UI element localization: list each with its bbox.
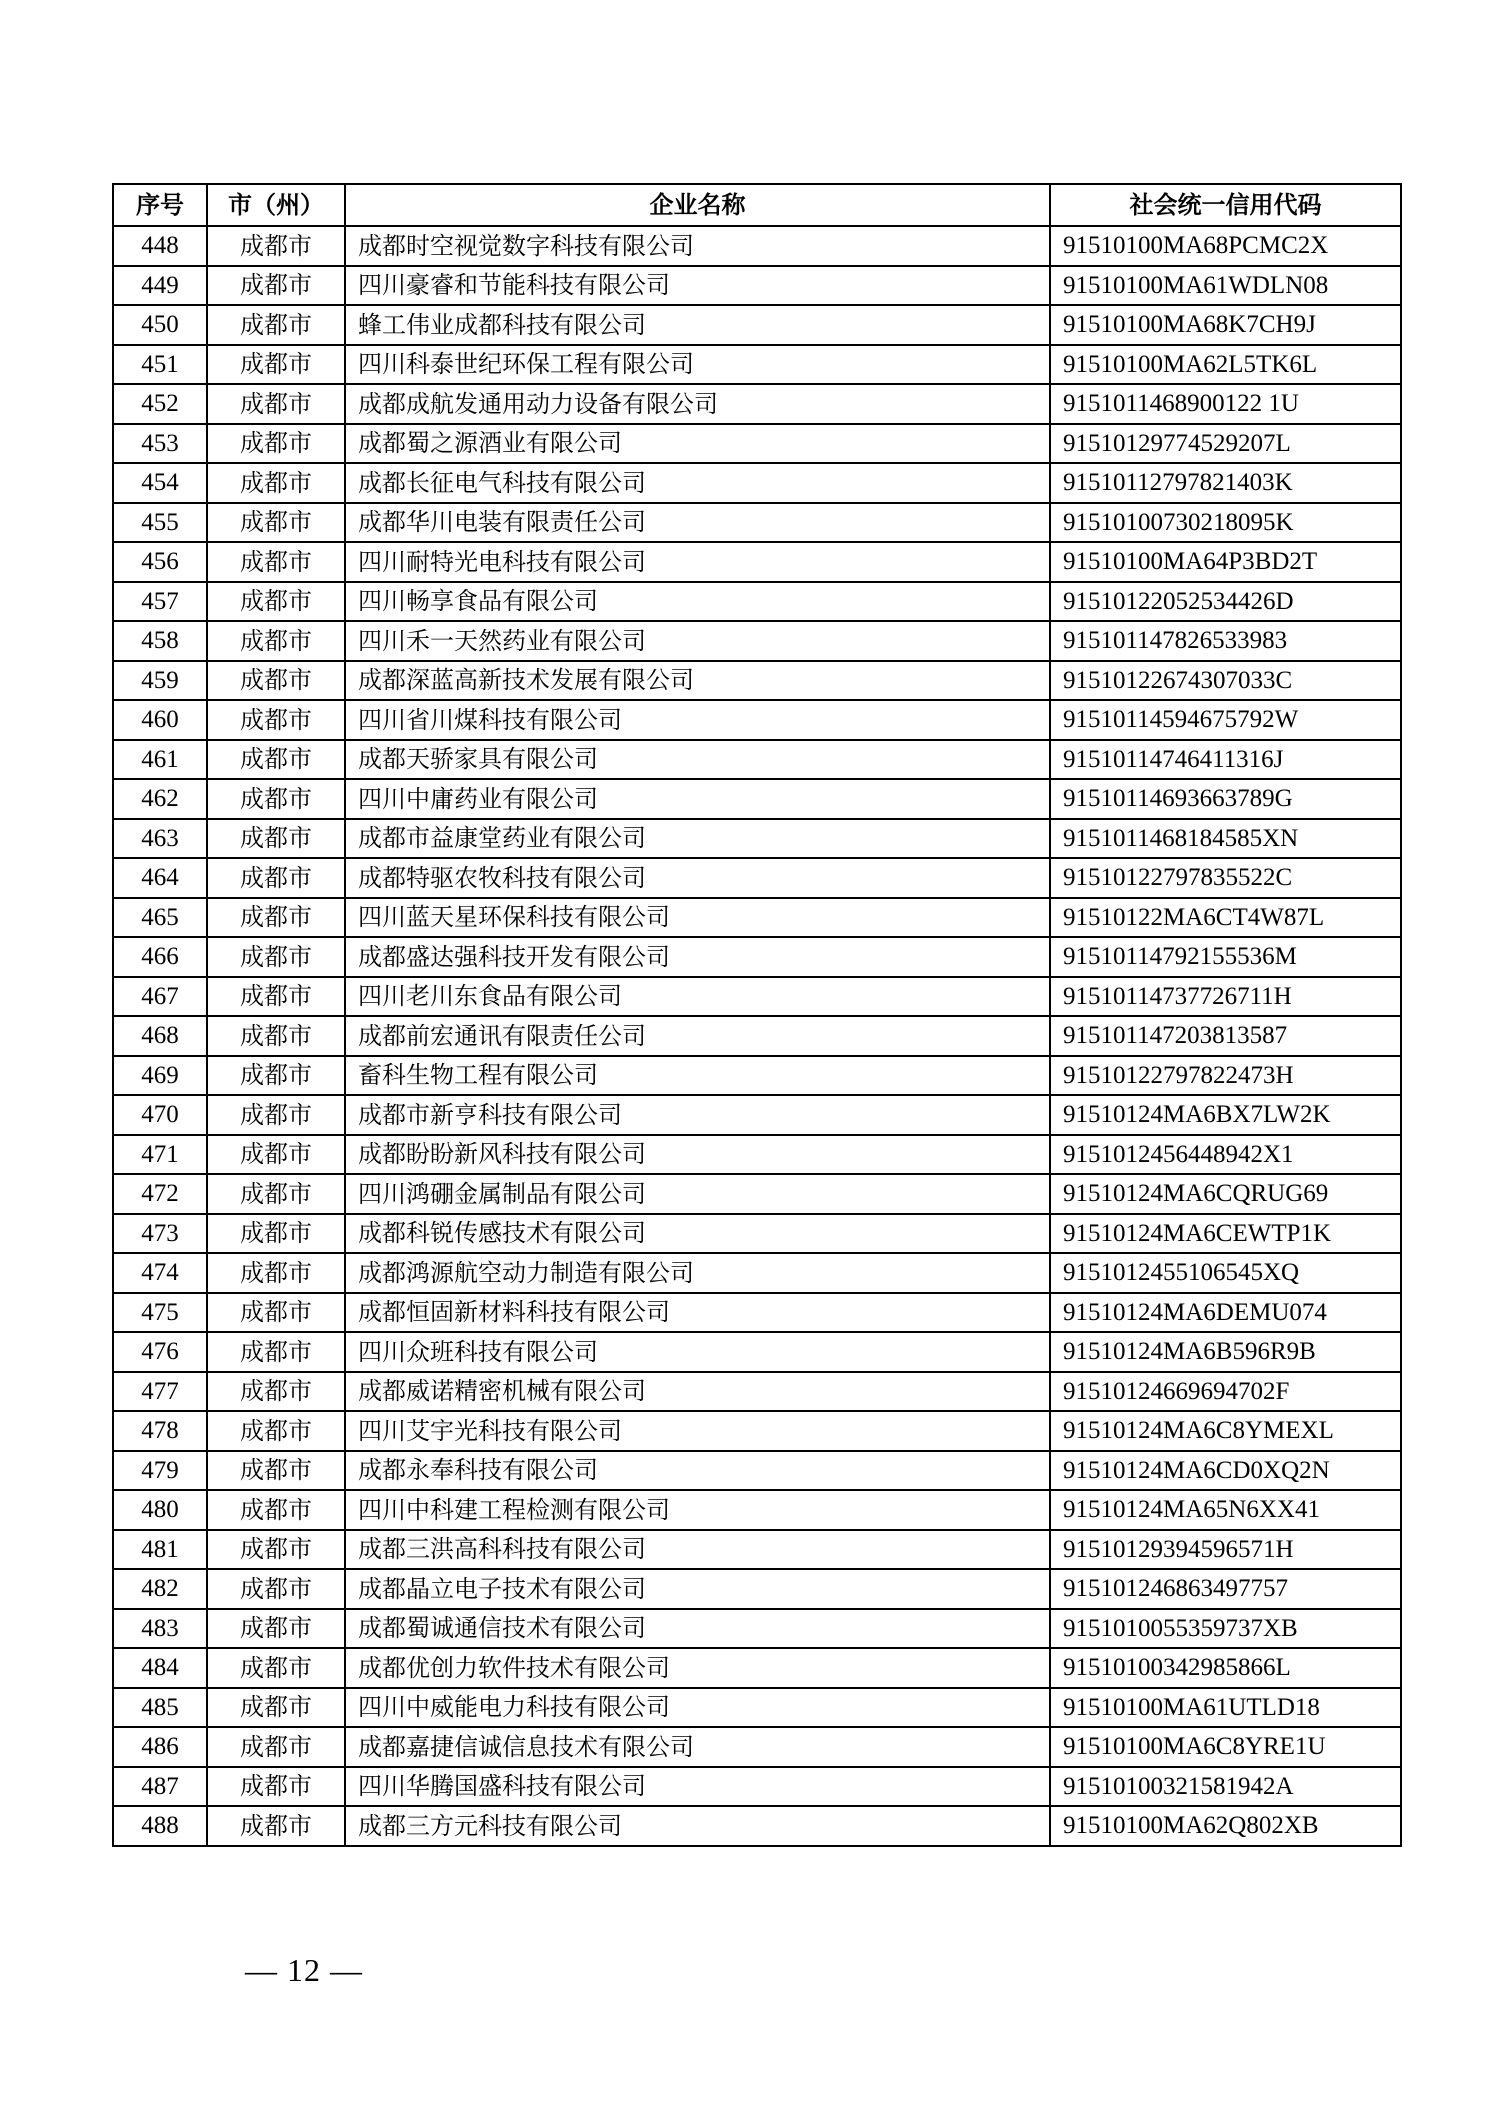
company-name-cell: 成都蜀诚通信技术有限公司: [345, 1609, 1050, 1649]
city-cell: 成都市: [207, 226, 345, 266]
company-name-cell: 四川科泰世纪环保工程有限公司: [345, 345, 1050, 385]
company-name-cell: 成都三方元科技有限公司: [345, 1806, 1050, 1846]
credit-code-cell: 91510122674307033C: [1050, 661, 1401, 701]
table-row: [113, 1411, 1401, 1451]
company-name-cell: 四川耐特光电科技有限公司: [345, 542, 1050, 582]
table-row: [113, 1095, 1401, 1135]
serial-no-cell: 484: [113, 1648, 207, 1688]
serial-no-cell: 486: [113, 1727, 207, 1767]
serial-no-cell: 449: [113, 266, 207, 306]
city-cell: 成都市: [207, 779, 345, 819]
serial-no-cell: 450: [113, 305, 207, 345]
serial-no-cell: 482: [113, 1569, 207, 1609]
company-name-cell: 四川中科建工程检测有限公司: [345, 1490, 1050, 1530]
city-cell: 成都市: [207, 1174, 345, 1214]
table-row: [113, 1293, 1401, 1333]
city-cell: 成都市: [207, 1688, 345, 1728]
credit-code-cell: 91510124MA6B596R9B: [1050, 1332, 1401, 1372]
city-cell: 成都市: [207, 305, 345, 345]
credit-code-cell: 91510100MA64P3BD2T: [1050, 542, 1401, 582]
credit-code-cell: 91510122797835522C: [1050, 858, 1401, 898]
company-name-cell: 四川中庸药业有限公司: [345, 779, 1050, 819]
serial-no-cell: 451: [113, 345, 207, 385]
serial-no-cell: 476: [113, 1332, 207, 1372]
company-name-cell: 成都深蓝高新技术发展有限公司: [345, 661, 1050, 701]
serial-no-cell: 467: [113, 977, 207, 1017]
credit-code-cell: 91510100342985866L: [1050, 1648, 1401, 1688]
company-name-cell: 四川中威能电力科技有限公司: [345, 1688, 1050, 1728]
company-name-cell: 成都威诺精密机械有限公司: [345, 1372, 1050, 1412]
company-name-cell: 蜂工伟业成都科技有限公司: [345, 305, 1050, 345]
city-cell: 成都市: [207, 1135, 345, 1175]
credit-code-cell: 9151011468900122 1U: [1050, 384, 1401, 424]
city-cell: 成都市: [207, 1411, 345, 1451]
company-name-cell: 成都成航发通用动力设备有限公司: [345, 384, 1050, 424]
city-cell: 成都市: [207, 700, 345, 740]
table-row: [113, 700, 1401, 740]
company-name-cell: 成都华川电装有限责任公司: [345, 503, 1050, 543]
table-row: [113, 1253, 1401, 1293]
serial-no-cell: 483: [113, 1609, 207, 1649]
credit-code-cell: 91510124669694702F: [1050, 1372, 1401, 1412]
credit-code-cell: 91510114737726711H: [1050, 977, 1401, 1017]
credit-code-cell: 91510124MA6C8YMEXL: [1050, 1411, 1401, 1451]
company-name-cell: 四川蓝天星环保科技有限公司: [345, 898, 1050, 938]
serial-no-cell: 465: [113, 898, 207, 938]
table-row: [113, 1372, 1401, 1412]
company-name-cell: 成都长征电气科技有限公司: [345, 463, 1050, 503]
company-name-cell: 成都天骄家具有限公司: [345, 740, 1050, 780]
credit-code-cell: 91510122797822473H: [1050, 1056, 1401, 1096]
city-cell: 成都市: [207, 1016, 345, 1056]
credit-code-cell: 91510100MA62Q802XB: [1050, 1806, 1401, 1846]
city-cell: 成都市: [207, 424, 345, 464]
table-row: [113, 384, 1401, 424]
credit-code-cell: 91510124MA6BX7LW2K: [1050, 1095, 1401, 1135]
company-name-cell: 成都优创力软件技术有限公司: [345, 1648, 1050, 1688]
city-cell: 成都市: [207, 1095, 345, 1135]
table-row: [113, 582, 1401, 622]
credit-code-cell: 91510114693663789G: [1050, 779, 1401, 819]
city-cell: 成都市: [207, 1530, 345, 1570]
credit-code-cell: 915101246863497757: [1050, 1569, 1401, 1609]
company-table: [112, 183, 1402, 1847]
serial-no-cell: 485: [113, 1688, 207, 1728]
table-row: [113, 345, 1401, 385]
credit-code-cell: 91510100MA62L5TK6L: [1050, 345, 1401, 385]
serial-no-cell: 457: [113, 582, 207, 622]
table-row: [113, 977, 1401, 1017]
table-row: [113, 1174, 1401, 1214]
city-cell: 成都市: [207, 1727, 345, 1767]
table-row: [113, 542, 1401, 582]
city-cell: 成都市: [207, 858, 345, 898]
serial-no-cell: 470: [113, 1095, 207, 1135]
table-row: [113, 621, 1401, 661]
serial-no-cell: 488: [113, 1806, 207, 1846]
credit-code-cell: 91510114746411316J: [1050, 740, 1401, 780]
city-cell: 成都市: [207, 898, 345, 938]
table-row: [113, 503, 1401, 543]
company-name-cell: 成都恒固新材料科技有限公司: [345, 1293, 1050, 1333]
company-name-cell: 四川众班科技有限公司: [345, 1332, 1050, 1372]
company-name-cell: 成都三洪高科科技有限公司: [345, 1530, 1050, 1570]
company-name-cell: 成都市新亨科技有限公司: [345, 1095, 1050, 1135]
city-cell: 成都市: [207, 1214, 345, 1254]
serial-no-cell: 474: [113, 1253, 207, 1293]
company-name-cell: 四川畅享食品有限公司: [345, 582, 1050, 622]
table-row: [113, 1135, 1401, 1175]
credit-code-cell: 91510124MA6DEMU074: [1050, 1293, 1401, 1333]
serial-no-cell: 477: [113, 1372, 207, 1412]
serial-no-cell: 456: [113, 542, 207, 582]
serial-no-cell: 462: [113, 779, 207, 819]
serial-no-cell: 448: [113, 226, 207, 266]
table-row: [113, 858, 1401, 898]
city-cell: 成都市: [207, 819, 345, 859]
serial-no-cell: 472: [113, 1174, 207, 1214]
serial-no-cell: 473: [113, 1214, 207, 1254]
city-cell: 成都市: [207, 345, 345, 385]
serial-no-cell: 458: [113, 621, 207, 661]
credit-code-cell: 91510112797821403K: [1050, 463, 1401, 503]
company-name-cell: 成都永奉科技有限公司: [345, 1451, 1050, 1491]
table-row: [113, 305, 1401, 345]
company-name-cell: 四川艾宇光科技有限公司: [345, 1411, 1050, 1451]
serial-no-cell: 479: [113, 1451, 207, 1491]
credit-code-cell: 91510100MA6C8YRE1U: [1050, 1727, 1401, 1767]
city-cell: 成都市: [207, 740, 345, 780]
serial-no-cell: 452: [113, 384, 207, 424]
serial-no-cell: 461: [113, 740, 207, 780]
company-name-cell: 成都蜀之源酒业有限公司: [345, 424, 1050, 464]
city-cell: 成都市: [207, 1372, 345, 1412]
credit-code-cell: 91510124MA6CEWTP1K: [1050, 1214, 1401, 1254]
city-cell: 成都市: [207, 384, 345, 424]
serial-no-cell: 475: [113, 1293, 207, 1333]
company-name-cell: 畜科生物工程有限公司: [345, 1056, 1050, 1096]
company-name-cell: 四川鸿硼金属制品有限公司: [345, 1174, 1050, 1214]
table-row: [113, 1569, 1401, 1609]
header-serial-no: 序号: [113, 184, 207, 226]
city-cell: 成都市: [207, 937, 345, 977]
credit-code-cell: 915101147203813587: [1050, 1016, 1401, 1056]
table-row: [113, 937, 1401, 977]
city-cell: 成都市: [207, 1609, 345, 1649]
credit-code-cell: 9151012456448942X1: [1050, 1135, 1401, 1175]
city-cell: 成都市: [207, 1451, 345, 1491]
credit-code-cell: 91510100MA68K7CH9J: [1050, 305, 1401, 345]
serial-no-cell: 455: [113, 503, 207, 543]
city-cell: 成都市: [207, 1490, 345, 1530]
credit-code-cell: 91510100321581942A: [1050, 1767, 1401, 1807]
company-name-cell: 成都嘉捷信诚信息技术有限公司: [345, 1727, 1050, 1767]
table-row: [113, 1806, 1401, 1846]
table-header-row: [113, 184, 1401, 226]
credit-code-cell: 91510129394596571H: [1050, 1530, 1401, 1570]
company-name-cell: 四川省川煤科技有限公司: [345, 700, 1050, 740]
city-cell: 成都市: [207, 1293, 345, 1333]
credit-code-cell: 9151011468184585XN: [1050, 819, 1401, 859]
credit-code-cell: 91510100MA61UTLD18: [1050, 1688, 1401, 1728]
company-name-cell: 成都鸿源航空动力制造有限公司: [345, 1253, 1050, 1293]
table-row: [113, 1727, 1401, 1767]
company-name-cell: 四川豪睿和节能科技有限公司: [345, 266, 1050, 306]
city-cell: 成都市: [207, 1648, 345, 1688]
serial-no-cell: 468: [113, 1016, 207, 1056]
credit-code-cell: 91510122052534426D: [1050, 582, 1401, 622]
city-cell: 成都市: [207, 542, 345, 582]
credit-code-cell: 91510114792155536M: [1050, 937, 1401, 977]
table-row: [113, 1214, 1401, 1254]
credit-code-cell: 91510100MA61WDLN08: [1050, 266, 1401, 306]
company-name-cell: 成都盼盼新风科技有限公司: [345, 1135, 1050, 1175]
table-row: [113, 1767, 1401, 1807]
table-row: [113, 1688, 1401, 1728]
table-row: [113, 1056, 1401, 1096]
table-row: [113, 1648, 1401, 1688]
company-name-cell: 成都盛达强科技开发有限公司: [345, 937, 1050, 977]
table-row: [113, 1451, 1401, 1491]
company-name-cell: 四川华腾国盛科技有限公司: [345, 1767, 1050, 1807]
table-row: [113, 1332, 1401, 1372]
serial-no-cell: 459: [113, 661, 207, 701]
city-cell: 成都市: [207, 1569, 345, 1609]
table-body: [113, 226, 1401, 1846]
credit-code-cell: 9151010055359737XB: [1050, 1609, 1401, 1649]
serial-no-cell: 478: [113, 1411, 207, 1451]
credit-code-cell: 91510114594675792W: [1050, 700, 1401, 740]
city-cell: 成都市: [207, 582, 345, 622]
company-name-cell: 成都科锐传感技术有限公司: [345, 1214, 1050, 1254]
city-cell: 成都市: [207, 1767, 345, 1807]
table-row: [113, 1490, 1401, 1530]
header-company-name: 企业名称: [345, 184, 1050, 226]
serial-no-cell: 471: [113, 1135, 207, 1175]
credit-code-cell: 91510122MA6CT4W87L: [1050, 898, 1401, 938]
city-cell: 成都市: [207, 977, 345, 1017]
table-row: [113, 266, 1401, 306]
city-cell: 成都市: [207, 1056, 345, 1096]
city-cell: 成都市: [207, 503, 345, 543]
table-row: [113, 661, 1401, 701]
company-name-cell: 四川禾一天然药业有限公司: [345, 621, 1050, 661]
table-row: [113, 424, 1401, 464]
serial-no-cell: 453: [113, 424, 207, 464]
serial-no-cell: 469: [113, 1056, 207, 1096]
company-name-cell: 成都市益康堂药业有限公司: [345, 819, 1050, 859]
header-city: 市（州）: [207, 184, 345, 226]
credit-code-cell: 9151012455106545XQ: [1050, 1253, 1401, 1293]
company-name-cell: 成都前宏通讯有限责任公司: [345, 1016, 1050, 1056]
serial-no-cell: 463: [113, 819, 207, 859]
city-cell: 成都市: [207, 661, 345, 701]
serial-no-cell: 466: [113, 937, 207, 977]
credit-code-cell: 91510129774529207L: [1050, 424, 1401, 464]
company-name-cell: 四川老川东食品有限公司: [345, 977, 1050, 1017]
serial-no-cell: 464: [113, 858, 207, 898]
credit-code-cell: 91510124MA65N6XX41: [1050, 1490, 1401, 1530]
company-name-cell: 成都晶立电子技术有限公司: [345, 1569, 1050, 1609]
city-cell: 成都市: [207, 463, 345, 503]
credit-code-cell: 91510124MA6CD0XQ2N: [1050, 1451, 1401, 1491]
serial-no-cell: 487: [113, 1767, 207, 1807]
serial-no-cell: 481: [113, 1530, 207, 1570]
table-row: [113, 779, 1401, 819]
header-credit-code: 社会统一信用代码: [1050, 184, 1401, 226]
company-name-cell: 成都时空视觉数字科技有限公司: [345, 226, 1050, 266]
table-row: [113, 463, 1401, 503]
city-cell: 成都市: [207, 1253, 345, 1293]
serial-no-cell: 454: [113, 463, 207, 503]
table-row: [113, 819, 1401, 859]
page-number: — 12 —: [245, 1952, 363, 1988]
serial-no-cell: 460: [113, 700, 207, 740]
table-row: [113, 1016, 1401, 1056]
credit-code-cell: 91510100MA68PCMC2X: [1050, 226, 1401, 266]
table-row: [113, 1609, 1401, 1649]
serial-no-cell: 480: [113, 1490, 207, 1530]
city-cell: 成都市: [207, 621, 345, 661]
city-cell: 成都市: [207, 266, 345, 306]
table-row: [113, 226, 1401, 266]
company-name-cell: 成都特驱农牧科技有限公司: [345, 858, 1050, 898]
city-cell: 成都市: [207, 1806, 345, 1846]
table-row: [113, 1530, 1401, 1570]
credit-code-cell: 91510124MA6CQRUG69: [1050, 1174, 1401, 1214]
table-row: [113, 898, 1401, 938]
credit-code-cell: 91510100730218095K: [1050, 503, 1401, 543]
city-cell: 成都市: [207, 1332, 345, 1372]
table-row: [113, 740, 1401, 780]
credit-code-cell: 915101147826533983: [1050, 621, 1401, 661]
